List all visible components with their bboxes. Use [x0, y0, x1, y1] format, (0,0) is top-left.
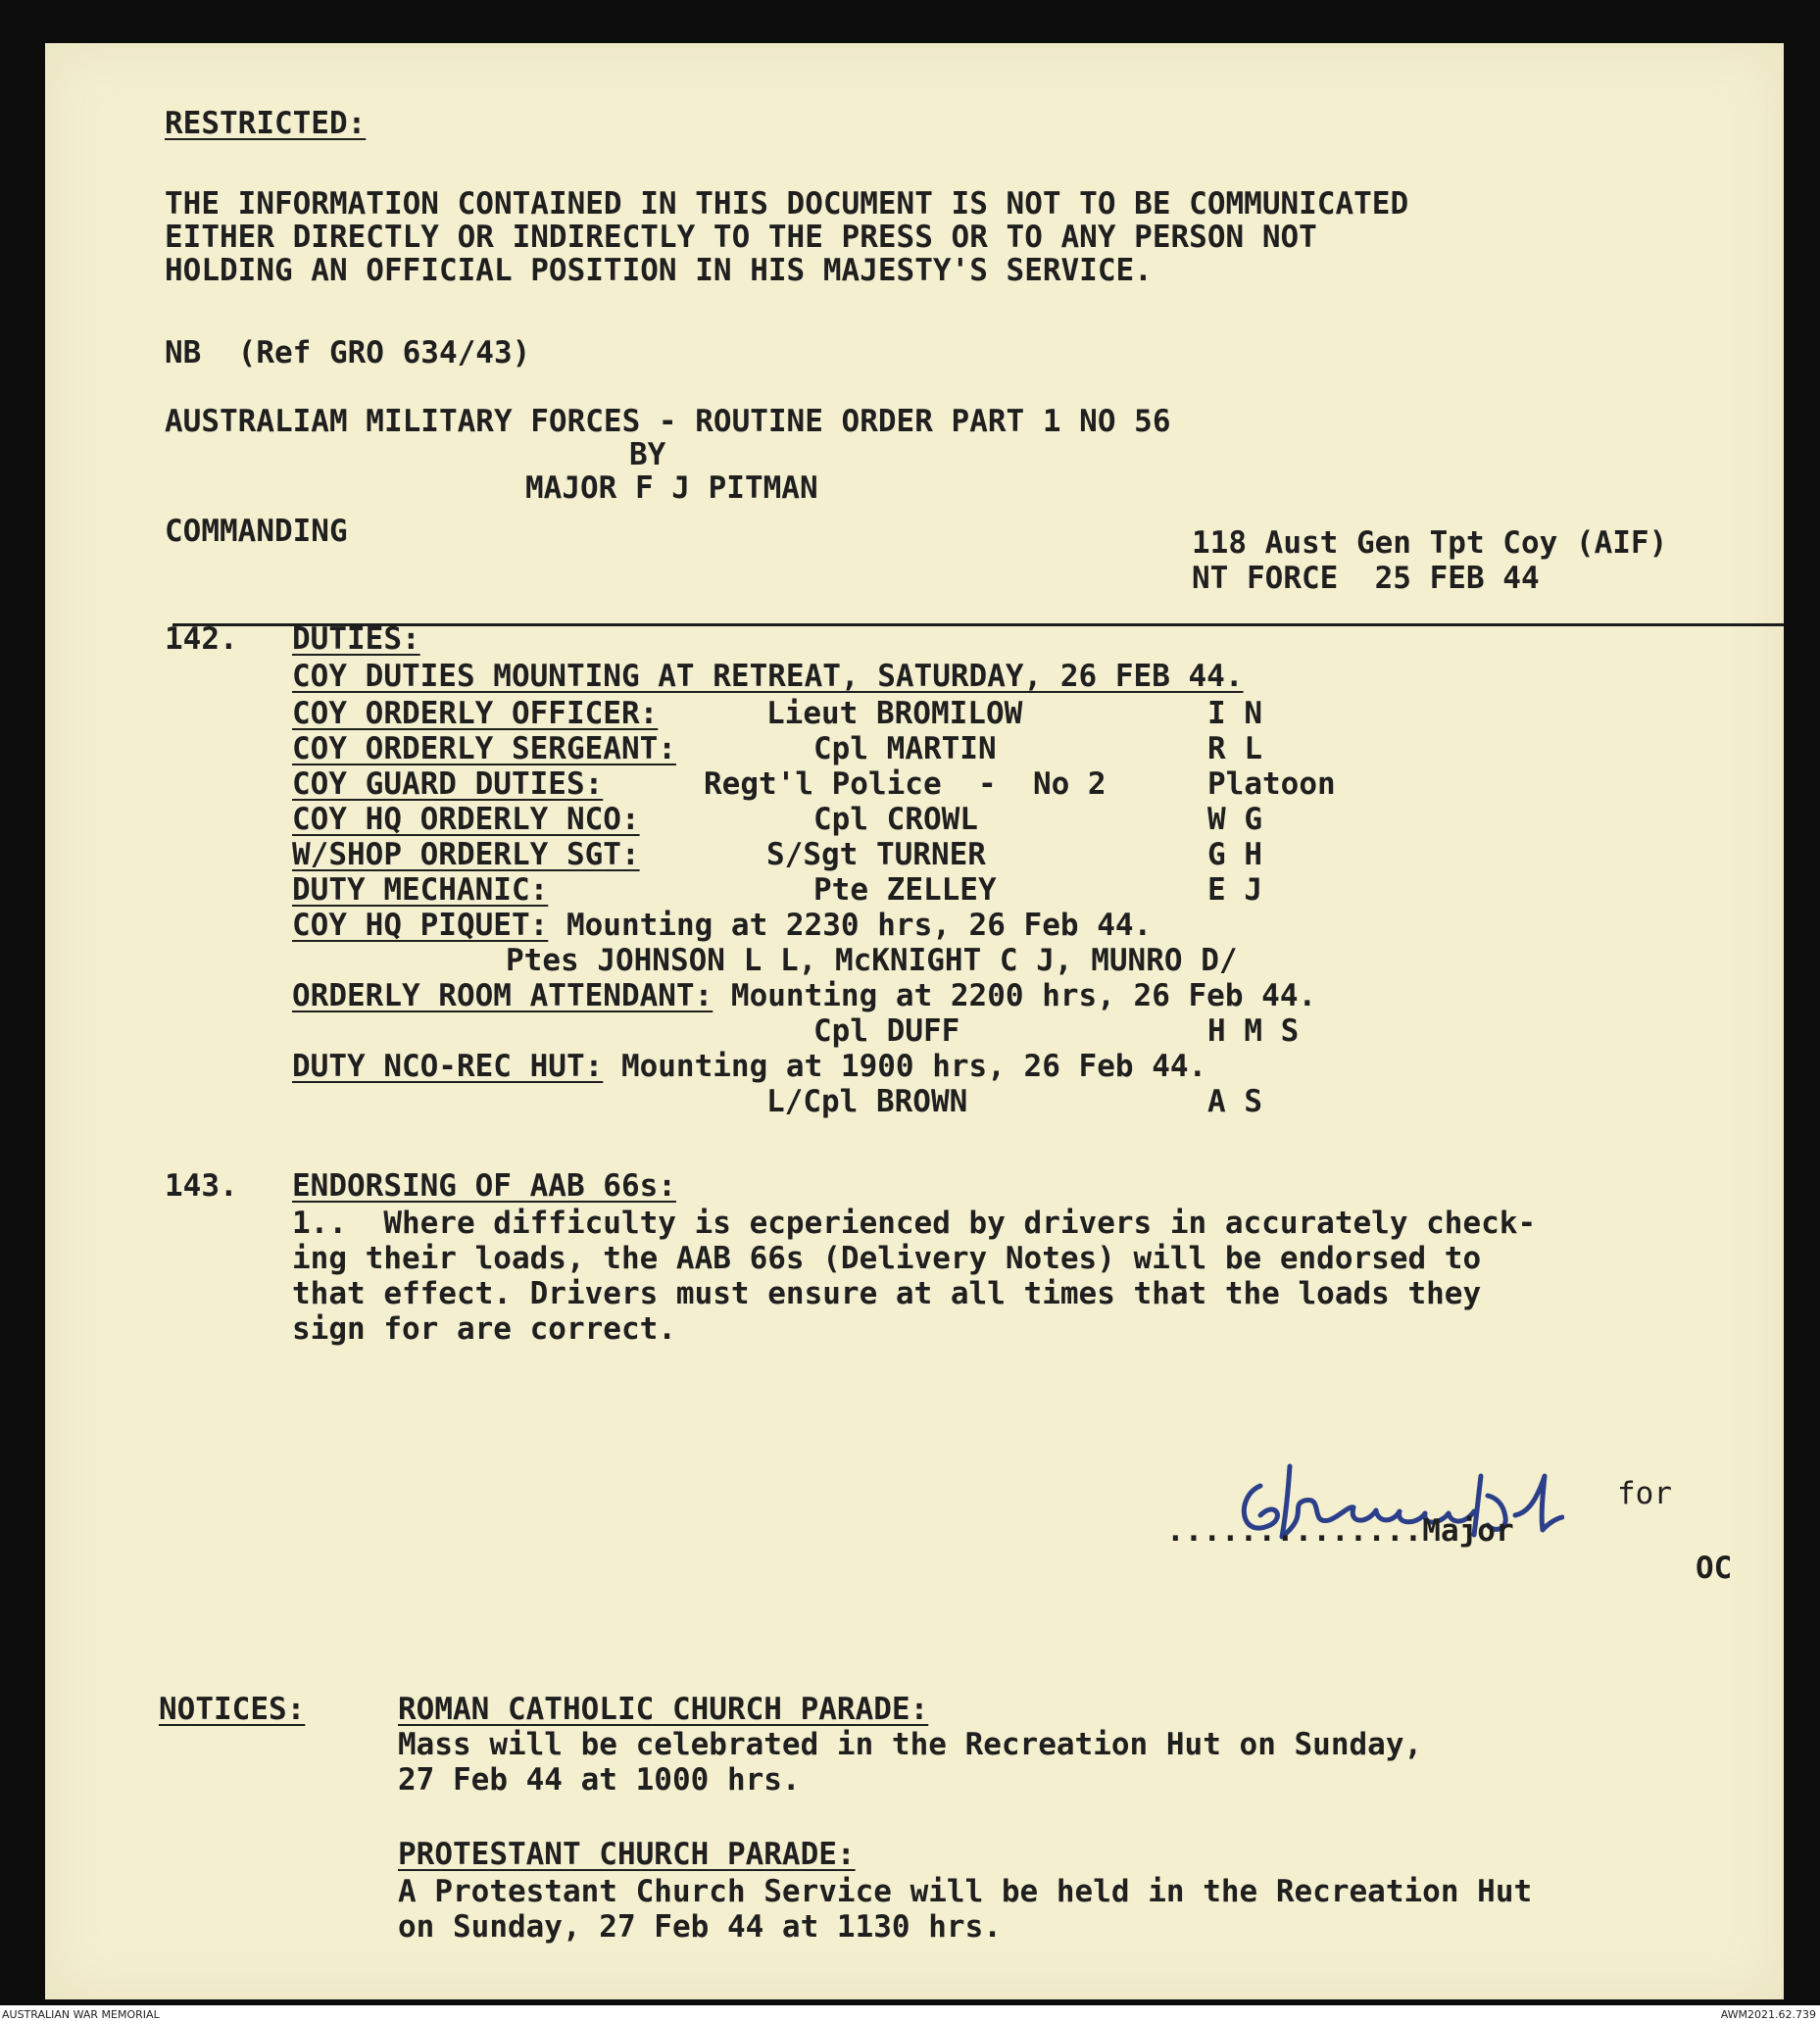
endorsing-number: 143. [165, 1168, 238, 1204]
location-date: NT FORCE 25 FEB 44 [1192, 561, 1540, 596]
duty-initials-1: I N [1207, 696, 1262, 731]
endorsing-line-4: sign for are correct. [292, 1311, 676, 1347]
commanding-label: COMMANDING [165, 514, 348, 549]
order-by: BY [629, 437, 666, 472]
duty-initials-5: G H [1207, 837, 1262, 872]
duty-initials-3: Platoon [1207, 766, 1336, 802]
rec-hut-initials: A S [1207, 1084, 1262, 1119]
duty-role-5: W/SHOP ORDERLY SGT: [292, 837, 640, 872]
rec-hut-line [292, 1049, 1206, 1084]
endorsing-heading: ENDORSING OF AAB 66s: [292, 1168, 676, 1204]
duties-number: 142. [165, 621, 238, 657]
footer-right: AWM2021.62.739 [1720, 2008, 1816, 2021]
duties-mounting-line: COY DUTIES MOUNTING AT RETREAT, SATURDAY, 26 FEB 44. [292, 659, 1244, 694]
notices-label: NOTICES: [159, 1692, 306, 1727]
notice-line-1: THE INFORMATION CONTAINED IN THIS DOCUMENT IS NOT TO BE COMMUNICATED [165, 186, 1409, 222]
rec-hut-name: L/Cpl BROWN [766, 1084, 968, 1119]
nb-reference: NB (Ref GRO 634/43) [165, 335, 531, 370]
duty-name-2: Cpl MARTIN [813, 731, 997, 766]
duty-role-6: DUTY MECHANIC: [292, 872, 549, 908]
duty-role-1: COY ORDERLY OFFICER: [292, 696, 659, 731]
duty-name-6: Pte ZELLEY [813, 872, 997, 908]
endorsing-line-1: 1.. Where difficulty is ecperienced by drivers in accurately check- [292, 1206, 1537, 1241]
piquet-names: Ptes JOHNSON L L, McKNIGHT C J, MUNRO D/ [506, 943, 1238, 978]
attendant-name: Cpl DUFF [813, 1013, 960, 1049]
order-commander: MAJOR F J PITMAN [525, 470, 818, 506]
notice-line-2: EITHER DIRECTLY OR INDIRECTLY TO THE PRESS OR TO ANY PERSON NOT [165, 220, 1317, 255]
signature-dots-major: ..............Major [1166, 1513, 1514, 1549]
piquet-label: COY HQ PIQUET: [292, 908, 549, 943]
duty-initials-4: W G [1207, 802, 1262, 837]
duty-name-4: Cpl CROWL [813, 802, 978, 837]
duty-initials-6: E J [1207, 872, 1262, 908]
prot-line-2: on Sunday, 27 Feb 44 at 1130 hrs. [398, 1909, 1002, 1945]
attendant-label: ORDERLY ROOM ATTENDANT: [292, 978, 713, 1013]
signature-oc: OC [1696, 1551, 1733, 1586]
rc-line-2: 27 Feb 44 at 1000 hrs. [398, 1762, 801, 1798]
piquet-line [292, 908, 1152, 943]
notice-line-3: HOLDING AN OFFICIAL POSITION IN HIS MAJESTY'S SERVICE. [165, 253, 1153, 288]
order-title: AUSTRALIAM MILITARY FORCES - ROUTINE ORDER PART 1 NO 56 [165, 404, 1171, 439]
prot-line-1: A Protestant Church Service will be held in the Recreation Hut [398, 1874, 1533, 1909]
restricted-label: RESTRICTED: [165, 106, 367, 141]
duty-initials-2: R L [1207, 731, 1262, 766]
duty-role-2: COY ORDERLY SERGEANT: [292, 731, 676, 766]
attendant-line [292, 978, 1316, 1013]
endorsing-line-2: ing their loads, the AAB 66s (Delivery Notes) will be endorsed to [292, 1241, 1482, 1276]
attendant-initials: H M S [1207, 1013, 1300, 1049]
rc-line-1: Mass will be celebrated in the Recreation Hut on Sunday, [398, 1727, 1423, 1762]
duty-name-5: S/Sgt TURNER [766, 837, 986, 872]
document-page [45, 43, 1784, 1999]
duty-name-3: Regt'l Police - No 2 [704, 766, 1107, 802]
attendant-text: Mounting at 2200 hrs, 26 Feb 44. [713, 978, 1317, 1013]
endorsing-line-3: that effect. Drivers must ensure at all times that the loads they [292, 1276, 1482, 1311]
duty-role-4: COY HQ ORDERLY NCO: [292, 802, 640, 837]
rc-heading: ROMAN CATHOLIC CHURCH PARADE: [398, 1692, 929, 1727]
unit-name: 118 Aust Gen Tpt Coy (AIF) [1192, 525, 1668, 561]
rec-hut-text: Mounting at 1900 hrs, 26 Feb 44. [603, 1049, 1207, 1084]
footer-left: AUSTRALIAN WAR MEMORIAL [2, 2008, 160, 2021]
signature-for: for [1617, 1476, 1672, 1511]
rec-hut-label: DUTY NCO-REC HUT: [292, 1049, 604, 1084]
duty-role-3: COY GUARD DUTIES: [292, 766, 604, 802]
duty-name-1: Lieut BROMILOW [766, 696, 1023, 731]
prot-heading: PROTESTANT CHURCH PARADE: [398, 1837, 856, 1872]
duties-heading: DUTIES: [292, 621, 420, 657]
piquet-text: Mounting at 2230 hrs, 26 Feb 44. [548, 908, 1153, 943]
